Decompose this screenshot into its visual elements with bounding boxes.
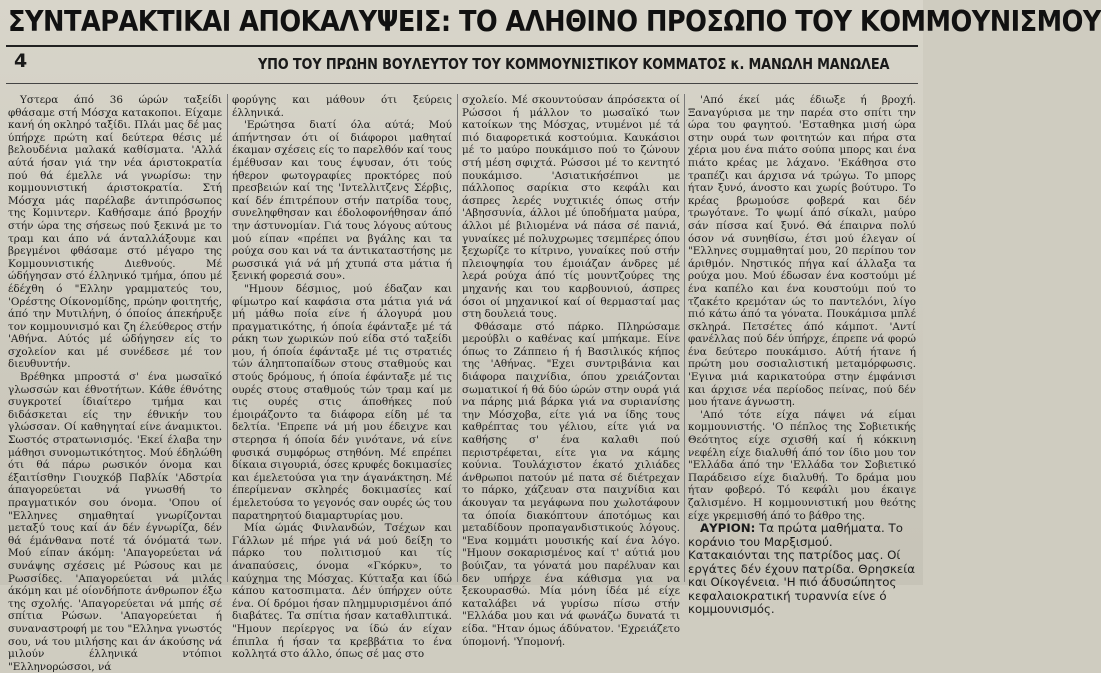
article-column-2 — [232, 94, 452, 661]
paragraph: Μία ώμάς Φινλανδών, Τσέχων και Γάλλων μέ πήρε γιά νά μού δείξη το πάρκο του πολιτισμού και τίς άναπαύσεις, όνομα «Γκόρκυ», το καύχημα της Μόσχας. Κύτταξα και ίδώ κάπου κατοσπιματα. Δέν ύπήρχεν ούτε ένα. Οί δρόμοι ήσαν πλημμυρισμένοι άπό διαβάτες. Τα σπίτια ήσαν καταθλιπτικά. "Ημουν περίεργος να ίδώ άν είχαν έπιπλα ή ήσαν τα κρεββάτια το ένα κολλητά στο άλλο, όπως σέ μας στο — [232, 522, 452, 661]
paragraph: 'Από τότε είχα πάψει νά είμαι κομμουνιστής. 'Ο πέπλος της Σοβιετικής Θεότητος είχε σχισθή καί ή κόκκινη νεφέλη είχε διαλυθή άπό τον ίδιο μου τον "Ελλάδα άπό την 'Ελλάδα τον Σοβιετικό Παράδεισο είχε διαλυθή. Το δράμα μου ήταν φοβερό. Τό κεφάλι μου έκαιγε ζαλισμένο. Η κομμουνιστική μου θεότης είχε γκρεμισθή άπό το βάθρο της. — [688, 408, 916, 522]
article-column-4 — [688, 94, 916, 617]
page-headline: ΣΥΝΤΑΡΑΚΤΙΚΑΙ ΑΠΟΚΑΛΥΨΕΙΣ: ΤΟ ΑΛΗΘΙΝΟ ΠΡΟΣΩΠΟ ΤΟΥ ΚΟΜΜΟΥΝΙΣΜΟΥ — [8, 5, 1101, 38]
paragraph: 'Από έκεί μάς έδιωξε ή βροχή. Ξαναγύρισα με την παρέα στο σπίτι την ώρα του φαγητού. 'Εσταθηκα μισή ώρα στην ουρά των φοιτητών και πήρα στα χέρια μου ένα πιάτο σούπα μπορς και ένα πιάτο κρέας με λάχανο. 'Εκάθησα στο τραπέζι και άρχισα νά τρώγω. Το μπορς ήταν ξυνό, άνοστο και χωρίς βούτυρο. Το κρέας βρωμούσε φοβερά και δέν τρωγότανε. Το ψωμί άπό σίκαλι, μαύρο σάν πίσσα καί ξυνό. Θά έπαιρνα πολύ όσον νά συνηθίσω, έτσι μού έλεγαν οί "Ελληνες συμμαθηταί μου, 20 περίπου τον άριθμόν. Νηστικός πήγα καί άλλαξα τα ρούχα μου. Μού έδωσαν ένα κοστούμι μέ ένα καπέλο και ένα κουστούμι πού το τζακέτο κρεμόταν ώς το παντελόνι, λίγο πιό κάτω άπό τα γόνατα. Πουκάμισα μπλέ σκληρά. Πετσέτες άπό κάμποτ. 'Αντί φανέλλας πού δέν ύπήρχε, έπρεπε νά φορώ ένα δεύτερο πουκάμισο. Αύτή ήτανε ή πρώτη μου σοσιαλιστική μεταμόρφωσις. 'Εγινα μιά καρικατούρα στην έμφάνισι και άρχισε νέα περίοδος πείνας, πού δέν μου ήτανε άγνωστη. — [688, 94, 916, 409]
byline-rule — [6, 83, 918, 84]
page-number: 4 — [14, 50, 28, 72]
paragraph: σχολείο. Μέ σκουντούσαν άπρόσεκτα οί Ρώσσοι ή μάλλον το μωσαϊκό των κατοίκων της Μόσχας, ντυμένοι μέ τά πιό διαφορετικά κοστούμια. Καυκάσιοι μέ το μαύρο πουκάμισο πού το ζώνουν στή μέση σφιχτά. Ρώσσοι μέ το κεντητό πουκάμισο. 'Ασιατικήσέπνοι με πάλλοπος σαρίκια στο κεφάλι και άσπρες λερές νυχτικιές όπως στήν 'Αβησσυνία, άλλοι μέ ύποδήματα μαύρα, άλλοι μέ βιλιομένα νά πάσα σέ πανιά, γυναίκες μέ πολυχρωμες τσεμπέρες όπου ξεχωρίζε το κίτρινο, γυναίκες πού στήν πλειοψηφία του έμοιάζαν άνδρες μέ λερά ρούχα άπό τίς μουντζούρες της μηχανής και του καρβουνιού, άσπρες όσοι οί μηχανικοί καί οί θερμασταί μας στη δουλειά τους. — [462, 94, 680, 321]
article-column-1 — [8, 94, 222, 673]
paragraph: Φθάσαμε στό πάρκο. Πληρώσαμε μερούβλι ο καθένας καί μπήκαμε. Είνε όπως το Ζάππειο ή ή Βασιλικός κήπος της 'Αθήνας. "Εχει συντριβάνια και διάφορα παιχνίδια, όπου χρειάζονται σωματικοί ή θά δύο ώρών στην ουρά γιά να πάρης μιά βάρκα γιά να συριανίσης την Μόσχοβα, είτε γιά να ίδης τους καθρέπτας του γέλιου, είτε γιά να καθήσης σ' ένα καλαθι πού περιστρέφεται, είτε για να κάμης κούνια. Τουλάχιστον έκατό χιλιάδες άνθρωποι πατούν μέ πατα σέ διέτρεχαν το πάρκο, χάζευαν στα παιχνίδια και άκουγαν τα μεγάφωνα που χωλοτάφουν τα όποία διακόπτουν άποτόμως και μεταδίδουν προπαγανδιστικούς λόγους. "Ενα κομμάτι μουσικής καί ένα λόγο. "Ημουν σοκαρισμένος καί τ' αύτιά μου βούιζαν, τα γόνατά μου παρέλυαν και δεν υπήρχε ένα κάθισμα για να ξεκουρασθώ. Μία μόνη ίδέα μέ είχε καταλάβει νά γυρίσω πίσω στήν "Ελλάδα μου και νά φωνάζω δυνατά τι είδα. "Ηταν όμως άδύνατον. 'Εχρειάζετο ύπομονή. 'Υπομονή. — [462, 320, 680, 648]
paragraph: Βρέθηκα μπροστά σ' ένα μωσαϊκό γλωσσών και έθνοτήτων. Κάθε έθνότης συγκροτεί ίδιαίτερο τμήμα και διδάσκεται είς την έθνικήν του γλώσσαν. Οί καθηγηταί είνε άναμικτοι. Σωστός στρατωνισμός. 'Εκεί έλαβα την μάθησι συνομωτικότητος. Μού έδηλώθη ότι θά πάρω ρωσικόν όνομα και έξαιτίσθην Γιουχκόβ Παβλίκ 'Αδστρία άπαγορεύεται νά γνωσθή το πραγματικόν σου όνομα. 'Οπου οί "Ελληνες σημαθηταί γνωρίζονται μεταξύ τους καί άν δέν έγνωρίζα, δέν θά έμάνθανα ποτέ τά όνόματά των. Μού είπαν άκόμη: 'Απαγορεύεται νά συνάψης σχέσεις μέ Ρώσους και με Ρωσσίδες. 'Απαγορεύεται νά μιλάς άκόμη και μέ οίονδήποτε άνθρωπον έξω της σχολής. 'Απαγορεύεται νά μπής σέ σπίτια Ρώσων. 'Απαγορεύεται ή συναναστροφή με του "Ελληνα γνωστός σου, νά του μιλήσης και άν άκούσης νά μιλούν έλληνικά ντόπιοι "Ελληνορώσσοι, νά — [8, 371, 222, 673]
next-issue-label: ΑΥΡΙΟΝ: — [700, 521, 756, 536]
column-divider — [684, 94, 685, 582]
next-issue-text: Τα πρώτα μαθήματα. Το κοράνιο του Μαρξισμού. Κατακαιόνται της πατρίδος μας. Οί εργάτες δέν έχουν πατρίδα. Θρησκεία και Οίκογένεια. 'Η πιό άδυσώπητος κεφαλαιοκρατική τυραννία είνε ό κομμουνισμός. — [688, 521, 916, 617]
column-divider — [227, 94, 228, 582]
byline: ΥΠΟ ΤΟΥ ΠΡΩΗΝ ΒΟΥΛΕΥΤΟΥ ΤΟΥ ΚΟΜΜΟΥΝΙΣΤΙΚΟΥ ΚΟΜΜΑΤΟΣ κ. ΜΑΝΩΛΗ ΜΑΝΩΛΕΑ — [258, 55, 890, 73]
paragraph: φορύγης και μάθουν ότι ξεύρεις έλληνικά. — [232, 94, 452, 119]
next-issue-teaser — [688, 522, 916, 617]
paragraph: "Ημουν δέσμιος, μού έδαζαν και φίμωτρο καί καφάσια στα μάτια γιά νά μή μάθω ποία είνε ή άλογυρά μου πραγματικότης, ή όποία έφάνταξε μέ τά ράκη των χωρικών πού είδα στό ταξείδι μου, ή όποία έφάνταξε μέ τις στρατιές τών άληπτοπαίδων στους σταθμούς και στούς δρόμους, ή όποία έφάνταξε μέ τις ουρές στους σταθμούς τών τραμ καί με τις ουρές στις άποθήκες πού έμοιράζοντο τα διάφορα είδη μέ τα δελτία. 'Επρεπε νά μή μου έδειχνε και στερησα ή όποία δέν γινότανε, νά είνε φυσικά συμφόρως στηθόνη. Μέ επρέπει δίκαια σιγουριά, όσες κρυφές δοκιμασίες και έμελετούσα για την άγανάκτηση. Μέ έπερίμεναν σκληρές δοκιμασίες καί έμελετούσα το γεγονός σαν ουρές ώς του παρατηρητού διαμαρτυρίας μου. — [232, 282, 452, 522]
article-column-3 — [462, 94, 680, 648]
headline-rule — [6, 45, 918, 47]
paragraph: 'Ερώτησα διατί όλα αύτά; Μού άπήντησαν ότι οί διάφοροι μαθηταί έκαμαν σχέσεις είς το παρελθόν καί τους έμέθυσαν και τους έψυσαν, ότι τούς ήθερον φωτογραφίες προκτόρες πού πρεσβειών καί της 'Ιντελλιτζενς Σέρβις, καί δέν έπιτρέπουν στήν πατρίδα τους, συνεληφθησαν και έδολοφονήθησαν άπό την άστυνομίαν. Γιά τους λόγους αύτους μού είπαν «πρέπει να βγάλης και τα ρούχα σου και νά τα άντικαταστήσης με ρωσσικά γιά νά μή χτυπά στα μάτια ή ξενική φορεσιά σου». — [232, 119, 452, 283]
paragraph: Υστερα άπό 36 ώρών ταξείδι φθάσαμε στή Μόσχα κατακοποι. Είχαμε κανή όη οκληρό ταξίδι. Πλάι μας δέ μας ύπήρχε πρώτη καί δεύτερα θέσις μέ βελουδένια μαλακά καθίσματα. 'Αλλά αύτά ήσαν γιά την νέα άριστοκρατία πού θά έμελλε νά γνωρίσω: την κομμουνιστική άριστοκρατία. Στή Μόσχα μάς παρέλαβε άντιπρόσωπος της Κομιντερν. Καθήσαμε άπό βροχήν στήν ώρα της σήσεως πού ξεκινά με το τραμ και άπο νά άνταλλάξουμε και βρεγμένοι φθάσαμε στό μέγαρο της Κομμουνιστικής Διεθνούς. Μέ ώδήγησαν στό έλληνικό τμήμα, όπου μέ έδέχθη ό "Ελλην γραμματεύς του, 'Ορέστης Οίκονομίδης, πρώην φοιτητής, άπό την Μυτιλήνη, ό όποίος άπεκήρυξε τον κομμουνισμό και ζη έλεύθερος στήν 'Αθήνα. Αύτός μέ ώδήγησεν είς το σχολείον και μέ συνέδεσε μέ τον διευθυντήν. — [8, 94, 222, 371]
column-divider — [457, 94, 458, 582]
